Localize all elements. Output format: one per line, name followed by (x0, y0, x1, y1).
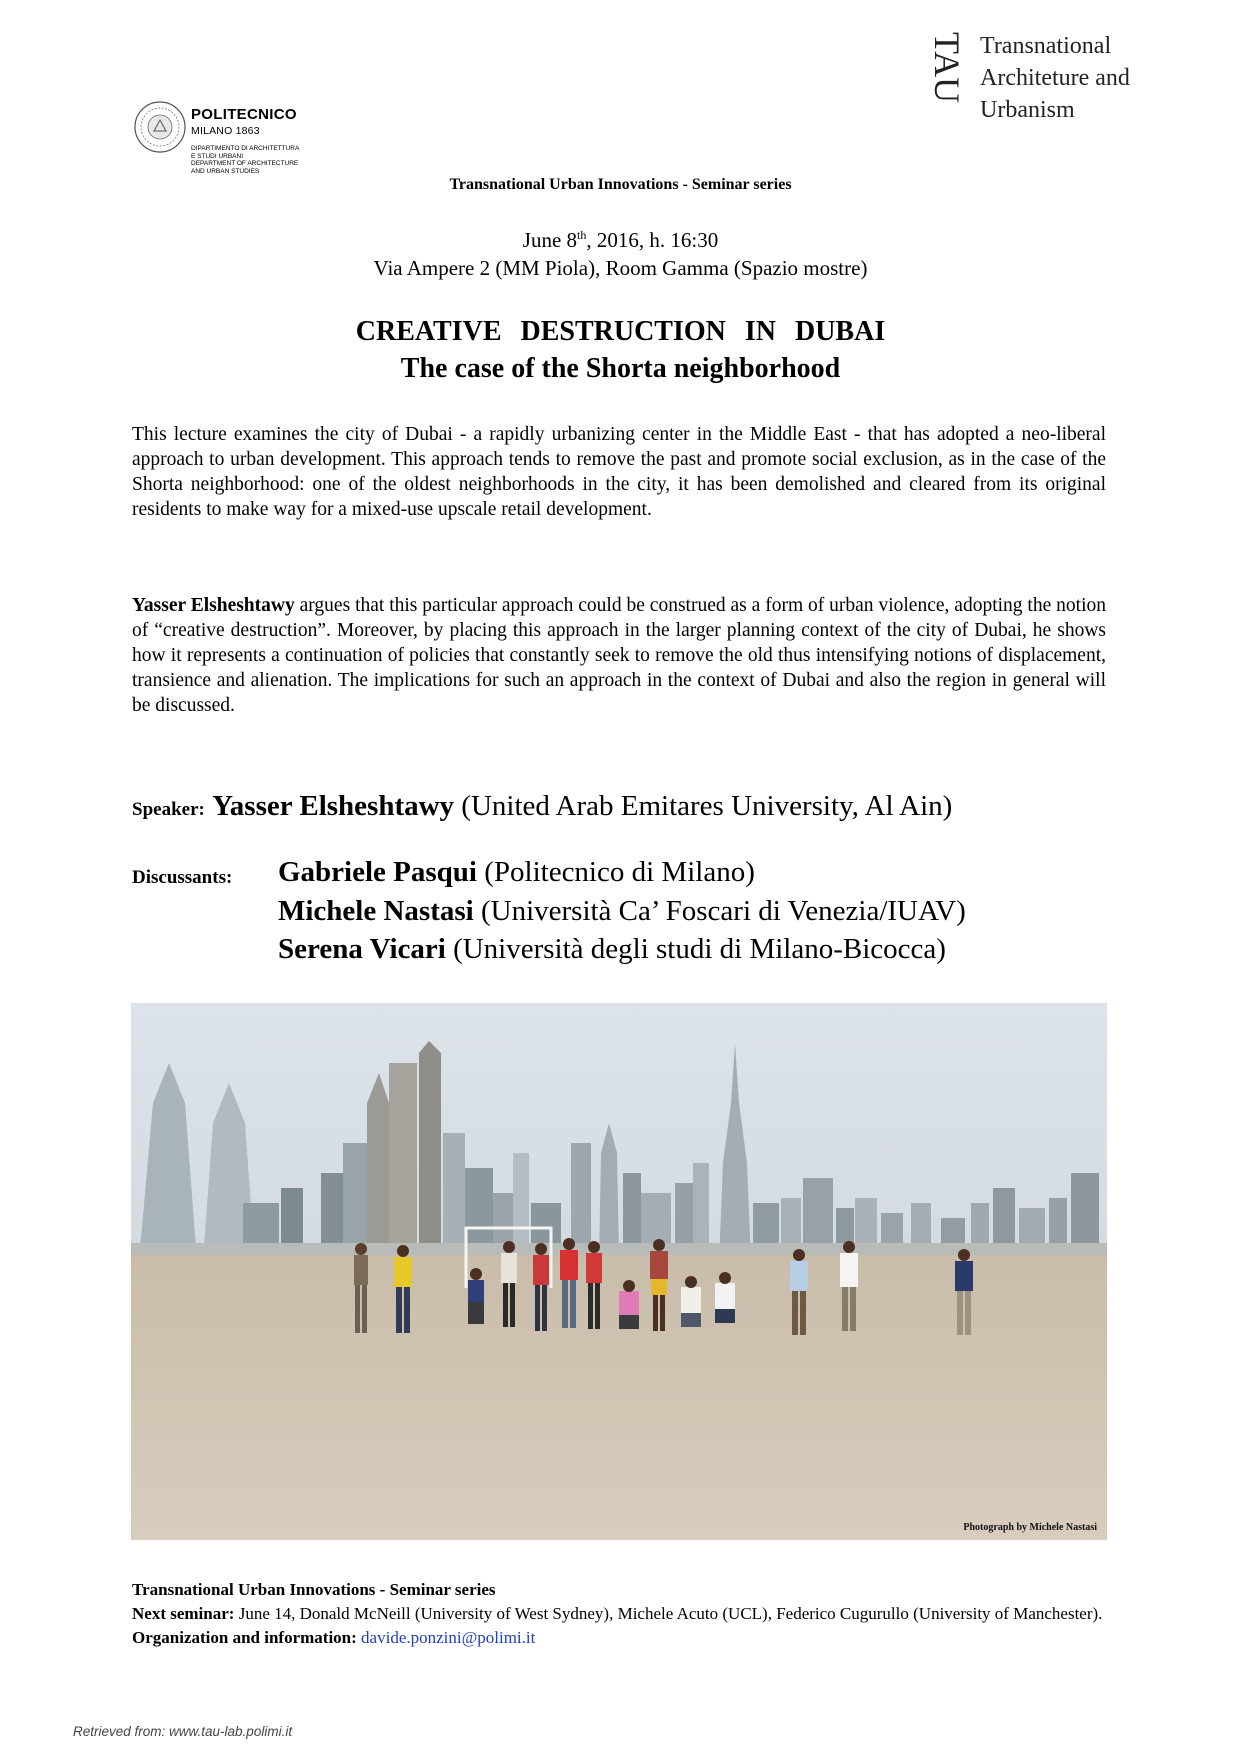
footer-text (132, 1602, 1107, 1650)
contact-email-link[interactable]: davide.ponzini@polimi.it (361, 1628, 536, 1647)
tau-wordmark (980, 30, 1130, 126)
politecnico-seal-icon (133, 100, 187, 154)
discussants-label: Discussants: (132, 867, 233, 888)
dept-line: DIPARTIMENTO DI ARCHITETTURA (191, 145, 300, 152)
discussant-affiliation: (Politecnico di Milano) (476, 856, 755, 888)
discussant-name: Serena Vicari (278, 933, 446, 965)
photo-credit: Photograph by Michele Nastasi (963, 1522, 1097, 1533)
discussant-row (278, 856, 755, 889)
dubai-skyline-photo (131, 1003, 1107, 1540)
abstract-paragraph-1: This lecture examines the city of Dubai - a rapidly urbanizing center in the Middle East - that has adopted a neo-liberal approach to urban development. This approach tends to remove the past and promote social exclusion, as in the case of the Shorta neighborhood: one of the oldest neighborhoods in the city, it has been demolished and cleared from its original residents to make way for a mixed-use upscale retail development. (132, 424, 1106, 520)
tau-logo (925, 30, 1175, 130)
event-date (0, 228, 1241, 253)
speaker-affiliation: (United Arab Emitares University, Al Ain) (454, 790, 953, 822)
photo-illustration (131, 1003, 1107, 1540)
tau-line: Architeture and (980, 65, 1130, 91)
speaker-name: Yasser Elsheshtawy (212, 790, 455, 822)
footer-series: Transnational Urban Innovations - Seminar series (132, 1580, 496, 1599)
date-main: June 8 (522, 228, 578, 252)
retrieved-from-note: Retrieved from: www.tau-lab.polimi.it (73, 1724, 293, 1739)
discussant-affiliation: (Università Ca’ Foscari di Venezia/IUAV) (473, 895, 966, 927)
discussant-affiliation: (Università degli studi di Milano-Bicocca) (445, 933, 946, 965)
event-venue: Via Ampere 2 (MM Piola), Room Gamma (Spazio mostre) (373, 256, 868, 280)
dept-line: DEPARTMENT OF ARCHITECTURE (191, 160, 299, 167)
abstract-paragraph-2 (132, 593, 1106, 718)
tau-mark-text: TAU (927, 32, 967, 104)
para2-speaker-name: Yasser Elsheshtawy (132, 595, 295, 616)
dept-line: E STUDI URBANI (191, 152, 244, 160)
tau-line: Urbanism (980, 97, 1075, 123)
tau-line: Transnational (980, 33, 1112, 59)
next-seminar-text: June 14, Donald McNeill (University of West Sydney), Michele Acuto (UCL), Federico Cugurullo (University of Manchester). (234, 1604, 1103, 1623)
date-rest: , 2016, h. 16:30 (586, 228, 719, 252)
dept-line: AND URBAN STUDIES (191, 167, 260, 175)
speaker-row (132, 790, 1132, 823)
para2-text: argues that this particular approach could be construed as a form of urban violence, adopting the notion of “creative destruction”. Moreover, by placing this approach in the larger planning context of the city of Dubai, he shows how it represents a continuation of policies that constantly seek to remove the old thus intensifying notions of displacement, transience and alienation. The implications for such an approach in the context of Dubai and also the region in general will be discussed. (132, 595, 1106, 716)
series-heading: Transnational Urban Innovations - Seminar series (449, 176, 792, 193)
next-seminar-label: Next seminar: (132, 1604, 235, 1623)
discussant-row (278, 895, 966, 928)
speaker-label: Speaker: (132, 799, 205, 820)
date-suffix: th (577, 228, 587, 242)
politecnico-city: MILANO 1863 (191, 125, 260, 137)
politecnico-name: POLITECNICO (191, 106, 297, 123)
discussant-row (278, 933, 946, 966)
discussant-name: Michele Nastasi (278, 895, 474, 927)
lecture-title: CREATIVE DESTRUCTION IN DUBAI (355, 316, 886, 347)
organization-label: Organization and information: (132, 1628, 357, 1647)
lecture-subtitle: The case of the Shorta neighborhood (400, 353, 841, 384)
politecnico-department (191, 145, 351, 175)
tau-mark-icon (925, 30, 969, 116)
discussant-name: Gabriele Pasqui (278, 856, 477, 888)
